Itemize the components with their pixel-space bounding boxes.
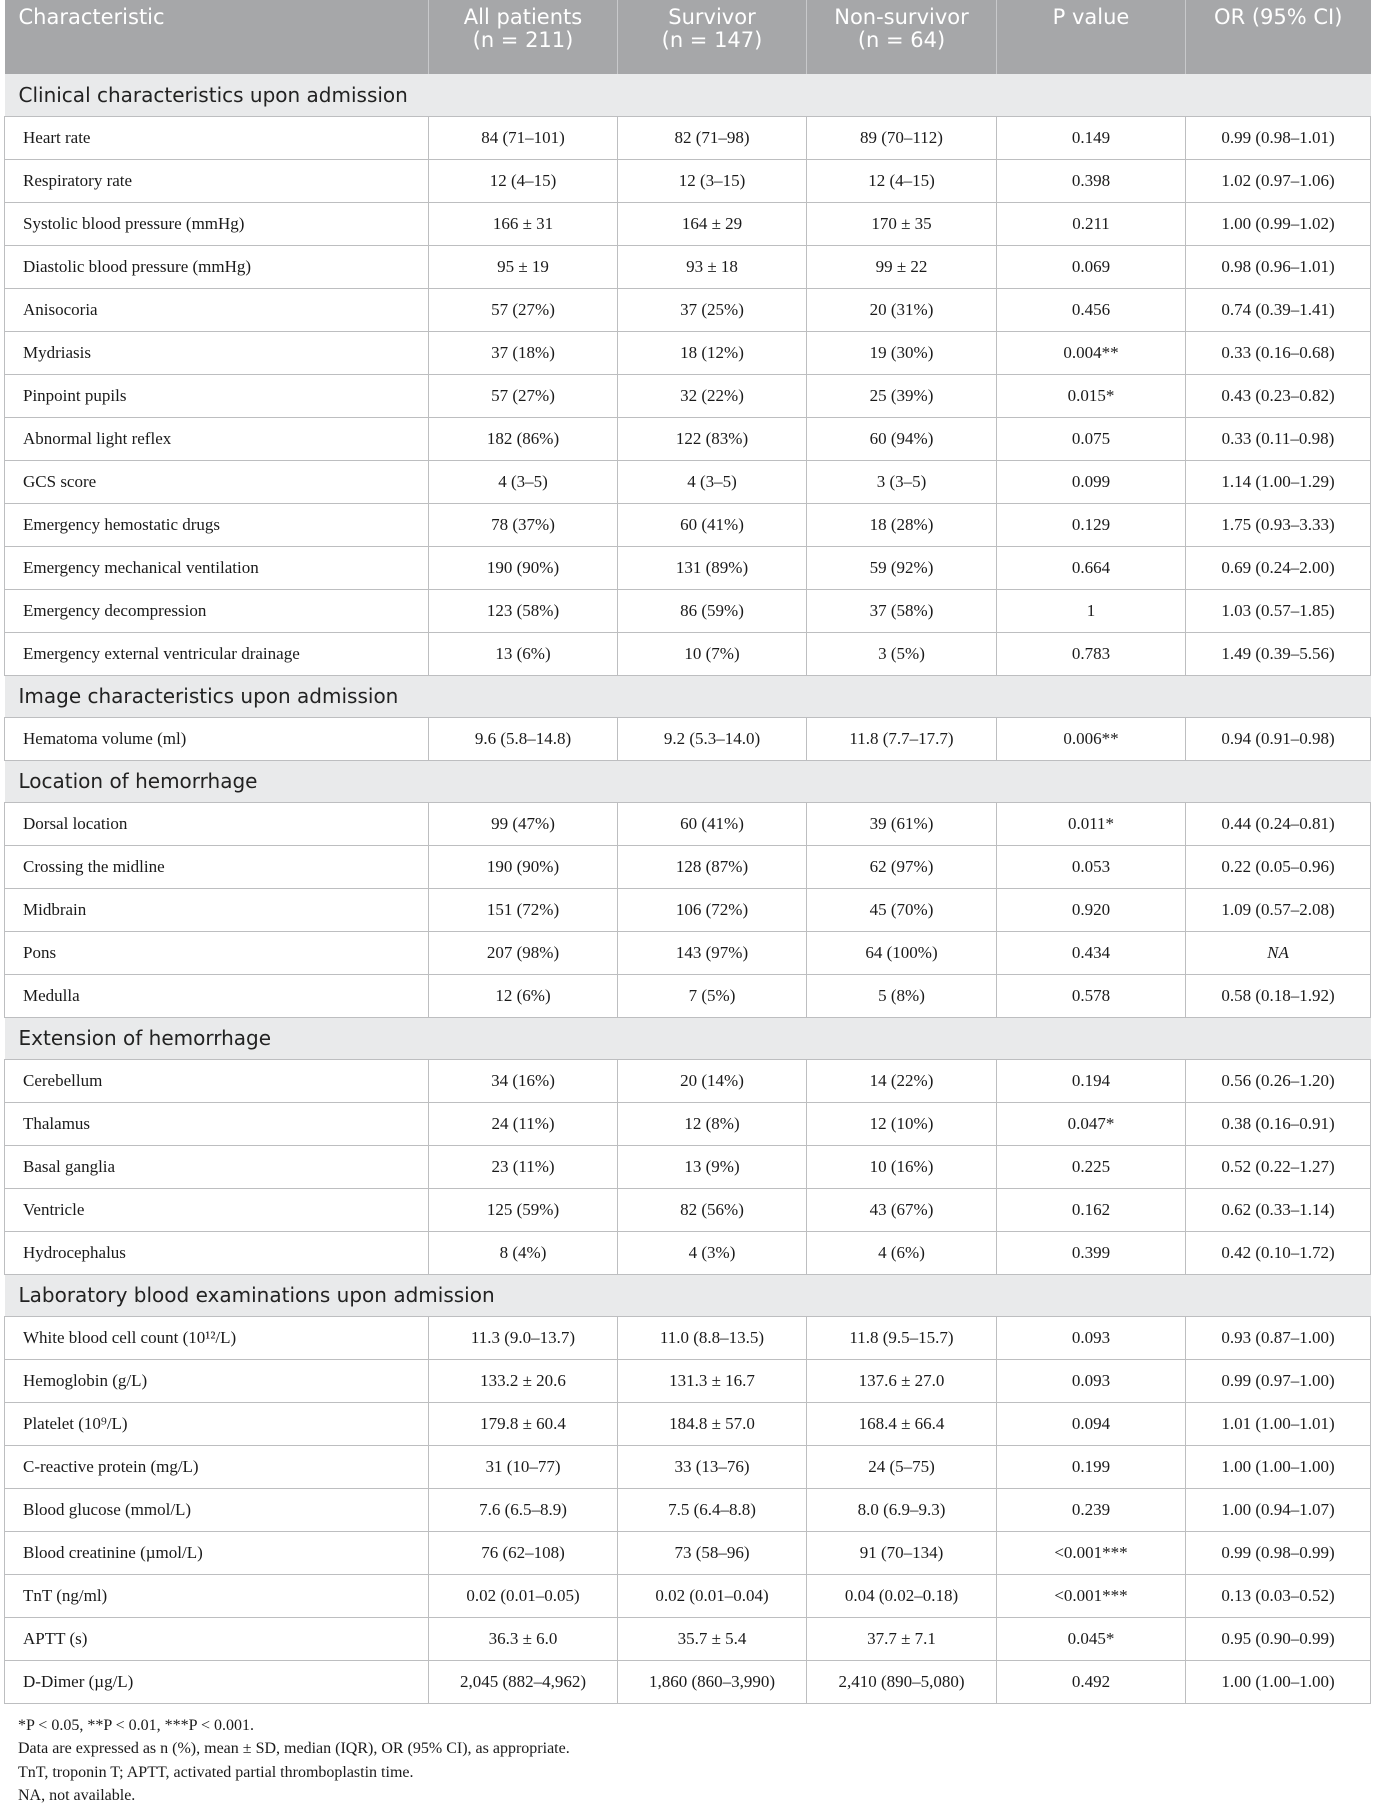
section-title: Image characteristics upon admission <box>5 675 1371 717</box>
cell-p-value: 0.006** <box>997 717 1186 760</box>
cell-survivor: 143 (97%) <box>618 931 807 974</box>
cell-characteristic: Blood creatinine (µmol/L) <box>5 1531 429 1574</box>
cell-p-value: 0.434 <box>997 931 1186 974</box>
cell-or: 0.33 (0.11–0.98) <box>1186 417 1371 460</box>
cell-non-survivor: 99 ± 22 <box>807 245 997 288</box>
cell-p-value: 0.093 <box>997 1316 1186 1359</box>
cell-characteristic: Pinpoint pupils <box>5 374 429 417</box>
cell-characteristic: C-reactive protein (mg/L) <box>5 1445 429 1488</box>
cell-non-survivor: 37 (58%) <box>807 589 997 632</box>
table-row <box>5 1660 1371 1703</box>
cell-non-survivor: 2,410 (890–5,080) <box>807 1660 997 1703</box>
table-row <box>5 1402 1371 1445</box>
cell-or: 1.00 (0.99–1.02) <box>1186 202 1371 245</box>
footnote-line: Data are expressed as n (%), mean ± SD, median (IQR), OR (95% CI), as appropriate. <box>18 1740 570 1757</box>
cell-survivor: 164 ± 29 <box>618 202 807 245</box>
table-row <box>5 1102 1371 1145</box>
cell-survivor: 12 (8%) <box>618 1102 807 1145</box>
cell-non-survivor: 20 (31%) <box>807 288 997 331</box>
cell-non-survivor: 11.8 (9.5–15.7) <box>807 1316 997 1359</box>
header-or: OR (95% CI) <box>1186 0 1371 74</box>
cell-characteristic: Pons <box>5 931 429 974</box>
cell-p-value: 0.094 <box>997 1402 1186 1445</box>
table-row <box>5 1488 1371 1531</box>
cell-characteristic: Platelet (10⁹/L) <box>5 1402 429 1445</box>
cell-or: 0.69 (0.24–2.00) <box>1186 546 1371 589</box>
cell-survivor: 131.3 ± 16.7 <box>618 1359 807 1402</box>
cell-p-value: 0.920 <box>997 888 1186 931</box>
table-body <box>5 74 1371 1703</box>
cell-survivor: 86 (59%) <box>618 589 807 632</box>
cell-all-patients: 24 (11%) <box>429 1102 618 1145</box>
table-row <box>5 331 1371 374</box>
cell-survivor: 60 (41%) <box>618 503 807 546</box>
cell-p-value: 1 <box>997 589 1186 632</box>
cell-p-value: 0.047* <box>997 1102 1186 1145</box>
cell-or: 0.56 (0.26–1.20) <box>1186 1059 1371 1102</box>
cell-non-survivor: 11.8 (7.7–17.7) <box>807 717 997 760</box>
cell-non-survivor: 5 (8%) <box>807 974 997 1017</box>
cell-all-patients: 133.2 ± 20.6 <box>429 1359 618 1402</box>
cell-or: 1.00 (1.00–1.00) <box>1186 1660 1371 1703</box>
characteristics-table <box>4 0 1371 1704</box>
table-row <box>5 1445 1371 1488</box>
cell-survivor: 73 (58–96) <box>618 1531 807 1574</box>
cell-survivor: 93 ± 18 <box>618 245 807 288</box>
cell-or: 0.95 (0.90–0.99) <box>1186 1617 1371 1660</box>
cell-or: 0.43 (0.23–0.82) <box>1186 374 1371 417</box>
cell-p-value: 0.162 <box>997 1188 1186 1231</box>
table-row <box>5 1188 1371 1231</box>
cell-non-survivor: 18 (28%) <box>807 503 997 546</box>
cell-or: 0.62 (0.33–1.14) <box>1186 1188 1371 1231</box>
cell-survivor: 37 (25%) <box>618 288 807 331</box>
cell-survivor: 9.2 (5.3–14.0) <box>618 717 807 760</box>
table-row <box>5 159 1371 202</box>
cell-all-patients: 2,045 (882–4,962) <box>429 1660 618 1703</box>
cell-survivor: 33 (13–76) <box>618 1445 807 1488</box>
cell-all-patients: 9.6 (5.8–14.8) <box>429 717 618 760</box>
cell-or: NA <box>1186 931 1371 974</box>
cell-survivor: 184.8 ± 57.0 <box>618 1402 807 1445</box>
cell-all-patients: 84 (71–101) <box>429 116 618 159</box>
cell-all-patients: 57 (27%) <box>429 374 618 417</box>
cell-p-value: 0.075 <box>997 417 1186 460</box>
cell-all-patients: 179.8 ± 60.4 <box>429 1402 618 1445</box>
cell-or: 1.14 (1.00–1.29) <box>1186 460 1371 503</box>
cell-all-patients: 31 (10–77) <box>429 1445 618 1488</box>
cell-survivor: 106 (72%) <box>618 888 807 931</box>
cell-characteristic: Abnormal light reflex <box>5 417 429 460</box>
cell-or: 0.22 (0.05–0.96) <box>1186 845 1371 888</box>
section-header-row <box>5 74 1371 116</box>
cell-all-patients: 99 (47%) <box>429 802 618 845</box>
cell-characteristic: Heart rate <box>5 116 429 159</box>
table-row <box>5 1531 1371 1574</box>
cell-p-value: 0.004** <box>997 331 1186 374</box>
cell-survivor: 20 (14%) <box>618 1059 807 1102</box>
header-non-survivor-n: (n = 64) <box>857 28 946 52</box>
cell-or: 0.99 (0.98–0.99) <box>1186 1531 1371 1574</box>
section-header-row <box>5 1274 1371 1316</box>
cell-characteristic: Basal ganglia <box>5 1145 429 1188</box>
cell-non-survivor: 43 (67%) <box>807 1188 997 1231</box>
cell-survivor: 4 (3–5) <box>618 460 807 503</box>
cell-non-survivor: 12 (4–15) <box>807 159 997 202</box>
cell-survivor: 11.0 (8.8–13.5) <box>618 1316 807 1359</box>
cell-p-value: 0.199 <box>997 1445 1186 1488</box>
cell-characteristic: Emergency decompression <box>5 589 429 632</box>
cell-or: 0.13 (0.03–0.52) <box>1186 1574 1371 1617</box>
cell-non-survivor: 4 (6%) <box>807 1231 997 1274</box>
cell-non-survivor: 62 (97%) <box>807 845 997 888</box>
header-all-patients-n: (n = 211) <box>472 28 574 52</box>
section-header-row <box>5 1017 1371 1059</box>
cell-p-value: 0.225 <box>997 1145 1186 1188</box>
cell-or: 0.38 (0.16–0.91) <box>1186 1102 1371 1145</box>
cell-p-value: 0.011* <box>997 802 1186 845</box>
cell-all-patients: 123 (58%) <box>429 589 618 632</box>
cell-characteristic: Hematoma volume (ml) <box>5 717 429 760</box>
cell-all-patients: 125 (59%) <box>429 1188 618 1231</box>
cell-characteristic: Dorsal location <box>5 802 429 845</box>
section-title: Clinical characteristics upon admission <box>5 74 1371 116</box>
cell-or: 0.94 (0.91–0.98) <box>1186 717 1371 760</box>
cell-all-patients: 57 (27%) <box>429 288 618 331</box>
table-row <box>5 503 1371 546</box>
header-characteristic: Characteristic <box>5 0 429 74</box>
cell-characteristic: TnT (ng/ml) <box>5 1574 429 1617</box>
cell-characteristic: Diastolic blood pressure (mmHg) <box>5 245 429 288</box>
cell-characteristic: Thalamus <box>5 1102 429 1145</box>
cell-all-patients: 76 (62–108) <box>429 1531 618 1574</box>
cell-all-patients: 23 (11%) <box>429 1145 618 1188</box>
cell-non-survivor: 19 (30%) <box>807 331 997 374</box>
table-row <box>5 888 1371 931</box>
header-non-survivor: Non-survivor (n = 64) <box>807 0 997 74</box>
table-row <box>5 931 1371 974</box>
cell-survivor: 82 (71–98) <box>618 116 807 159</box>
cell-survivor: 0.02 (0.01–0.04) <box>618 1574 807 1617</box>
footnote-line: *P < 0.05, **P < 0.01, ***P < 0.001. <box>18 1716 254 1734</box>
cell-characteristic: Hemoglobin (g/L) <box>5 1359 429 1402</box>
cell-survivor: 32 (22%) <box>618 374 807 417</box>
table-row <box>5 802 1371 845</box>
cell-non-survivor: 8.0 (6.9–9.3) <box>807 1488 997 1531</box>
cell-characteristic: D-Dimer (µg/L) <box>5 1660 429 1703</box>
cell-characteristic: White blood cell count (10¹²/L) <box>5 1316 429 1359</box>
cell-characteristic: Anisocoria <box>5 288 429 331</box>
cell-p-value: 0.211 <box>997 202 1186 245</box>
cell-non-survivor: 25 (39%) <box>807 374 997 417</box>
cell-survivor: 12 (3–15) <box>618 159 807 202</box>
cell-characteristic: Ventricle <box>5 1188 429 1231</box>
cell-non-survivor: 168.4 ± 66.4 <box>807 1402 997 1445</box>
cell-survivor: 13 (9%) <box>618 1145 807 1188</box>
cell-or: 1.03 (0.57–1.85) <box>1186 589 1371 632</box>
table-row <box>5 245 1371 288</box>
cell-p-value: 0.783 <box>997 632 1186 675</box>
cell-characteristic: Emergency hemostatic drugs <box>5 503 429 546</box>
header-p-value: P value <box>997 0 1186 74</box>
table-row <box>5 717 1371 760</box>
cell-characteristic: Blood glucose (mmol/L) <box>5 1488 429 1531</box>
cell-p-value: 0.093 <box>997 1359 1186 1402</box>
cell-non-survivor: 12 (10%) <box>807 1102 997 1145</box>
cell-non-survivor: 91 (70–134) <box>807 1531 997 1574</box>
cell-or: 1.09 (0.57–2.08) <box>1186 888 1371 931</box>
cell-p-value: 0.045* <box>997 1617 1186 1660</box>
table-footnotes <box>4 1704 1370 1808</box>
cell-non-survivor: 89 (70–112) <box>807 116 997 159</box>
cell-or: 0.99 (0.97–1.00) <box>1186 1359 1371 1402</box>
cell-survivor: 35.7 ± 5.4 <box>618 1617 807 1660</box>
section-header-row <box>5 675 1371 717</box>
cell-non-survivor: 3 (3–5) <box>807 460 997 503</box>
table-row <box>5 589 1371 632</box>
cell-or: 0.42 (0.10–1.72) <box>1186 1231 1371 1274</box>
cell-p-value: 0.398 <box>997 159 1186 202</box>
cell-p-value: <0.001*** <box>997 1574 1186 1617</box>
cell-or: 1.75 (0.93–3.33) <box>1186 503 1371 546</box>
table-row <box>5 974 1371 1017</box>
table-container <box>4 0 1370 1808</box>
cell-all-patients: 190 (90%) <box>429 845 618 888</box>
table-row <box>5 1059 1371 1102</box>
cell-p-value: 0.015* <box>997 374 1186 417</box>
cell-all-patients: 78 (37%) <box>429 503 618 546</box>
cell-p-value: 0.053 <box>997 845 1186 888</box>
cell-or: 1.01 (1.00–1.01) <box>1186 1402 1371 1445</box>
cell-p-value: 0.194 <box>997 1059 1186 1102</box>
cell-non-survivor: 39 (61%) <box>807 802 997 845</box>
cell-survivor: 122 (83%) <box>618 417 807 460</box>
cell-all-patients: 12 (6%) <box>429 974 618 1017</box>
cell-or: 0.98 (0.96–1.01) <box>1186 245 1371 288</box>
cell-all-patients: 190 (90%) <box>429 546 618 589</box>
cell-all-patients: 7.6 (6.5–8.9) <box>429 1488 618 1531</box>
cell-survivor: 7.5 (6.4–8.8) <box>618 1488 807 1531</box>
cell-non-survivor: 24 (5–75) <box>807 1445 997 1488</box>
cell-survivor: 82 (56%) <box>618 1188 807 1231</box>
cell-all-patients: 13 (6%) <box>429 632 618 675</box>
cell-or: 0.58 (0.18–1.92) <box>1186 974 1371 1017</box>
table-row <box>5 288 1371 331</box>
cell-p-value: 0.099 <box>997 460 1186 503</box>
cell-characteristic: GCS score <box>5 460 429 503</box>
table-row <box>5 845 1371 888</box>
table-row <box>5 1145 1371 1188</box>
table-row <box>5 202 1371 245</box>
cell-p-value: 0.492 <box>997 1660 1186 1703</box>
cell-all-patients: 151 (72%) <box>429 888 618 931</box>
cell-or: 0.93 (0.87–1.00) <box>1186 1316 1371 1359</box>
header-survivor-n: (n = 147) <box>661 28 763 52</box>
table-row <box>5 1359 1371 1402</box>
cell-survivor: 1,860 (860–3,990) <box>618 1660 807 1703</box>
section-title: Laboratory blood examinations upon admission <box>5 1274 1371 1316</box>
cell-p-value: 0.069 <box>997 245 1186 288</box>
table-row <box>5 1231 1371 1274</box>
table-row <box>5 546 1371 589</box>
cell-all-patients: 166 ± 31 <box>429 202 618 245</box>
cell-non-survivor: 170 ± 35 <box>807 202 997 245</box>
cell-characteristic: Cerebellum <box>5 1059 429 1102</box>
cell-p-value: 0.149 <box>997 116 1186 159</box>
cell-non-survivor: 60 (94%) <box>807 417 997 460</box>
cell-characteristic: Crossing the midline <box>5 845 429 888</box>
cell-all-patients: 0.02 (0.01–0.05) <box>429 1574 618 1617</box>
table-header <box>5 0 1371 74</box>
cell-characteristic: Medulla <box>5 974 429 1017</box>
cell-non-survivor: 45 (70%) <box>807 888 997 931</box>
cell-all-patients: 8 (4%) <box>429 1231 618 1274</box>
table-row <box>5 1574 1371 1617</box>
cell-or: 1.00 (1.00–1.00) <box>1186 1445 1371 1488</box>
cell-p-value: <0.001*** <box>997 1531 1186 1574</box>
table-row <box>5 460 1371 503</box>
cell-all-patients: 34 (16%) <box>429 1059 618 1102</box>
cell-all-patients: 37 (18%) <box>429 331 618 374</box>
cell-or: 0.74 (0.39–1.41) <box>1186 288 1371 331</box>
cell-all-patients: 4 (3–5) <box>429 460 618 503</box>
cell-or: 0.99 (0.98–1.01) <box>1186 116 1371 159</box>
cell-all-patients: 36.3 ± 6.0 <box>429 1617 618 1660</box>
cell-characteristic: Hydrocephalus <box>5 1231 429 1274</box>
cell-p-value: 0.456 <box>997 288 1186 331</box>
cell-characteristic: Respiratory rate <box>5 159 429 202</box>
cell-or: 1.00 (0.94–1.07) <box>1186 1488 1371 1531</box>
header-survivor: Survivor (n = 147) <box>618 0 807 74</box>
cell-survivor: 7 (5%) <box>618 974 807 1017</box>
cell-p-value: 0.129 <box>997 503 1186 546</box>
cell-p-value: 0.578 <box>997 974 1186 1017</box>
cell-non-survivor: 59 (92%) <box>807 546 997 589</box>
cell-or: 0.44 (0.24–0.81) <box>1186 802 1371 845</box>
cell-characteristic: Systolic blood pressure (mmHg) <box>5 202 429 245</box>
cell-survivor: 131 (89%) <box>618 546 807 589</box>
cell-non-survivor: 14 (22%) <box>807 1059 997 1102</box>
table-row <box>5 1316 1371 1359</box>
cell-characteristic: Mydriasis <box>5 331 429 374</box>
cell-non-survivor: 10 (16%) <box>807 1145 997 1188</box>
cell-non-survivor: 3 (5%) <box>807 632 997 675</box>
cell-p-value: 0.664 <box>997 546 1186 589</box>
table-row <box>5 632 1371 675</box>
cell-survivor: 60 (41%) <box>618 802 807 845</box>
cell-survivor: 128 (87%) <box>618 845 807 888</box>
table-row <box>5 1617 1371 1660</box>
cell-all-patients: 207 (98%) <box>429 931 618 974</box>
cell-survivor: 10 (7%) <box>618 632 807 675</box>
cell-p-value: 0.239 <box>997 1488 1186 1531</box>
cell-survivor: 4 (3%) <box>618 1231 807 1274</box>
table-row <box>5 417 1371 460</box>
section-title: Location of hemorrhage <box>5 760 1371 802</box>
cell-or: 0.52 (0.22–1.27) <box>1186 1145 1371 1188</box>
header-all-patients: All patients (n = 211) <box>429 0 618 74</box>
cell-all-patients: 12 (4–15) <box>429 159 618 202</box>
table-row <box>5 374 1371 417</box>
section-header-row <box>5 760 1371 802</box>
cell-all-patients: 11.3 (9.0–13.7) <box>429 1316 618 1359</box>
cell-all-patients: 182 (86%) <box>429 417 618 460</box>
cell-characteristic: APTT (s) <box>5 1617 429 1660</box>
cell-non-survivor: 137.6 ± 27.0 <box>807 1359 997 1402</box>
cell-or: 1.49 (0.39–5.56) <box>1186 632 1371 675</box>
cell-non-survivor: 0.04 (0.02–0.18) <box>807 1574 997 1617</box>
table-row <box>5 116 1371 159</box>
cell-all-patients: 95 ± 19 <box>429 245 618 288</box>
cell-or: 1.02 (0.97–1.06) <box>1186 159 1371 202</box>
section-title: Extension of hemorrhage <box>5 1017 1371 1059</box>
footnote-line: TnT, troponin T; APTT, activated partial thromboplastin time. <box>18 1763 414 1781</box>
footnote-line: NA, not available. <box>18 1787 136 1804</box>
cell-characteristic: Midbrain <box>5 888 429 931</box>
cell-non-survivor: 64 (100%) <box>807 931 997 974</box>
cell-survivor: 18 (12%) <box>618 331 807 374</box>
cell-characteristic: Emergency external ventricular drainage <box>5 632 429 675</box>
cell-characteristic: Emergency mechanical ventilation <box>5 546 429 589</box>
cell-non-survivor: 37.7 ± 7.1 <box>807 1617 997 1660</box>
cell-p-value: 0.399 <box>997 1231 1186 1274</box>
cell-or: 0.33 (0.16–0.68) <box>1186 331 1371 374</box>
